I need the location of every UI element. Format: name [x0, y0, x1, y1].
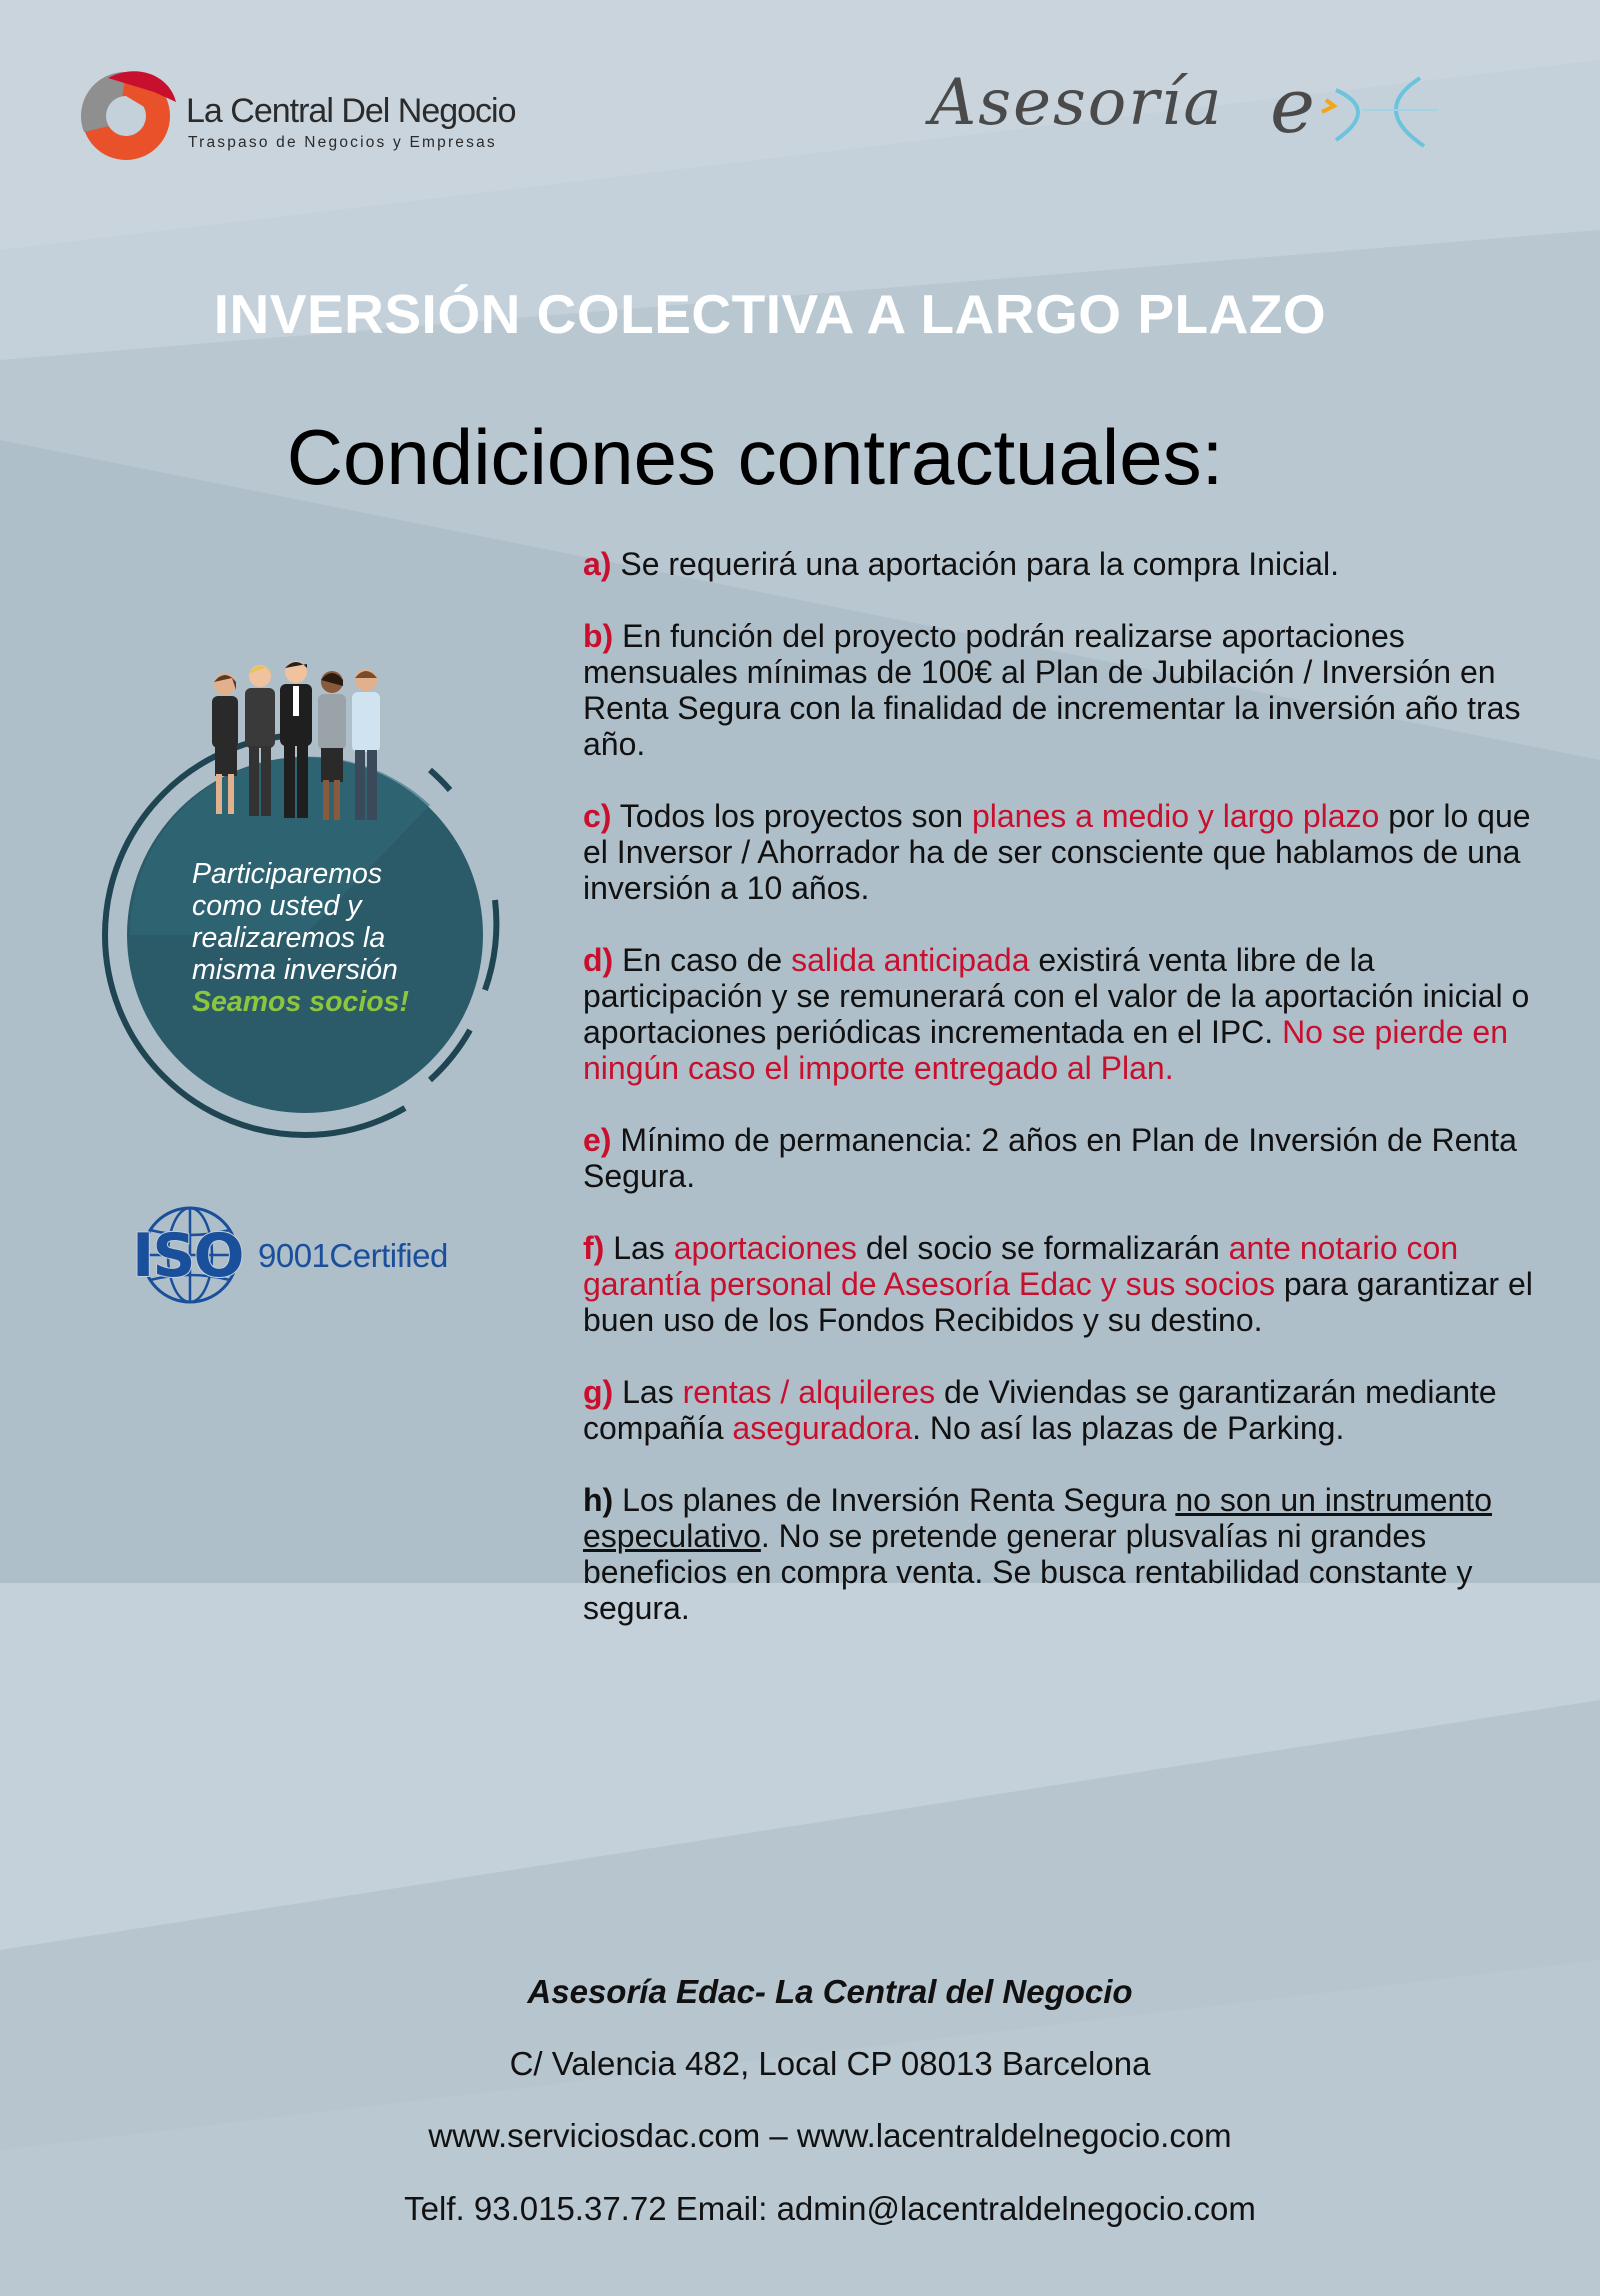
asesoria-edac-logo	[930, 60, 1500, 160]
condition-text: por lo que el Inversor / Ahorrador ha de ser consciente que hablamos de una inversión a 10 años.	[583, 798, 1531, 906]
condition-label: f)	[583, 1230, 605, 1266]
circle-line: realizaremos la	[192, 922, 386, 954]
condition-label: a)	[583, 546, 612, 582]
condition-text: Todos los proyectos son	[611, 798, 972, 834]
condition-label: d)	[583, 942, 614, 978]
condition-h	[583, 1482, 1563, 1626]
condition-b	[583, 618, 1563, 762]
circle-highlight: Seamos socios!	[192, 986, 410, 1018]
condition-highlight: aportaciones	[673, 1230, 857, 1266]
condition-label: b)	[583, 618, 614, 654]
condition-label: h)	[583, 1482, 614, 1518]
condition-text: Las	[604, 1230, 674, 1266]
footer-address: C/ Valencia 482, Local CP 08013 Barcelona	[509, 2045, 1151, 2082]
condition-highlight: ante notario con garantía personal de Asesoría Edac y sus socios	[583, 1230, 1459, 1302]
condition-text: Los planes de Inversión Renta Segura	[613, 1482, 1176, 1518]
footer-company: Asesoría Edac- La Central del Negocio	[527, 1973, 1133, 2010]
la-central-del-negocio-logo	[78, 62, 538, 172]
condition-f	[583, 1230, 1563, 1338]
condition-text: Mínimo de permanencia: 2 años en Plan de Inversión de Renta Segura.	[583, 1122, 1517, 1194]
iso-certified-label: 9001Certified	[258, 1237, 448, 1274]
condition-text: Las	[613, 1374, 683, 1410]
condition-a	[583, 546, 1563, 582]
condition-e	[583, 1122, 1563, 1194]
condition-d	[583, 942, 1563, 1086]
condition-text: En función del proyecto podrán realizarse aportaciones mensuales mínimas de 100€ al Plan de Jubilación / Inversión en Renta Segura con la finalidad de incrementar la inversión año tras año.	[583, 618, 1521, 762]
condition-text: En caso de	[613, 942, 792, 978]
iso-9001-badge	[130, 1205, 470, 1305]
circle-line: misma inversión	[192, 954, 398, 986]
condition-text: del socio se formalizarán	[856, 1230, 1229, 1266]
condition-text: . No se pretende generar plusvalías ni grandes beneficios en compra venta. Se busca rentabilidad constante y segura.	[583, 1518, 1473, 1626]
main-title: INVERSIÓN COLECTIVA A LARGO PLAZO	[213, 283, 1327, 345]
condition-highlight: salida anticipada	[791, 942, 1030, 978]
condition-highlight: aseguradora	[732, 1410, 913, 1446]
brand-tagline: Traspaso de Negocios y Empresas	[188, 134, 497, 151]
circle-line: Participaremos	[192, 858, 383, 890]
condition-text: . No así las plazas de Parking.	[912, 1410, 1345, 1446]
partner-logo-text: Asesoría	[930, 66, 1224, 140]
subtitle: Condiciones contractuales:	[286, 413, 1224, 501]
condition-highlight: planes a medio y largo plazo	[971, 798, 1380, 834]
condition-label: g)	[583, 1374, 614, 1410]
edac-logo-icon	[1270, 60, 1440, 160]
condition-text: existirá venta libre de la participación y se remunerará con el valor de la aportación inicial o aportaciones periódicas incrementada en el IPC.	[583, 942, 1530, 1050]
condition-label: c)	[583, 798, 612, 834]
condition-highlight: No se pierde en ningún caso el importe entregado al Plan.	[583, 1014, 1508, 1086]
condition-underlined: no son un instrumento especulativo	[583, 1482, 1492, 1554]
condition-text: para garantizar el buen uso de los Fondos Recibidos y su destino.	[583, 1266, 1533, 1338]
conditions-list	[583, 546, 1563, 1662]
condition-highlight: rentas / alquileres	[682, 1374, 936, 1410]
footer-contact: Telf. 93.015.37.72 Email: admin@lacentraldelnegocio.com	[404, 2190, 1256, 2227]
footer-websites: www.serviciosdac.com – www.lacentraldelnegocio.com	[428, 2117, 1232, 2154]
condition-g	[583, 1374, 1563, 1446]
condition-label: e)	[583, 1122, 612, 1158]
condition-text: Se requerirá una aportación para la compra Inicial.	[611, 546, 1339, 582]
brand-name: La Central Del Negocio	[186, 92, 516, 130]
condition-text: de Viviendas se garantizarán mediante compañía	[583, 1374, 1497, 1446]
partner-logo-letter: e	[1270, 61, 1315, 150]
condition-c	[583, 798, 1563, 906]
circle-message	[192, 858, 462, 1018]
lcn-logo-icon	[78, 62, 182, 166]
iso-label: ISO	[132, 1221, 243, 1291]
circle-line: como usted y	[192, 890, 362, 922]
